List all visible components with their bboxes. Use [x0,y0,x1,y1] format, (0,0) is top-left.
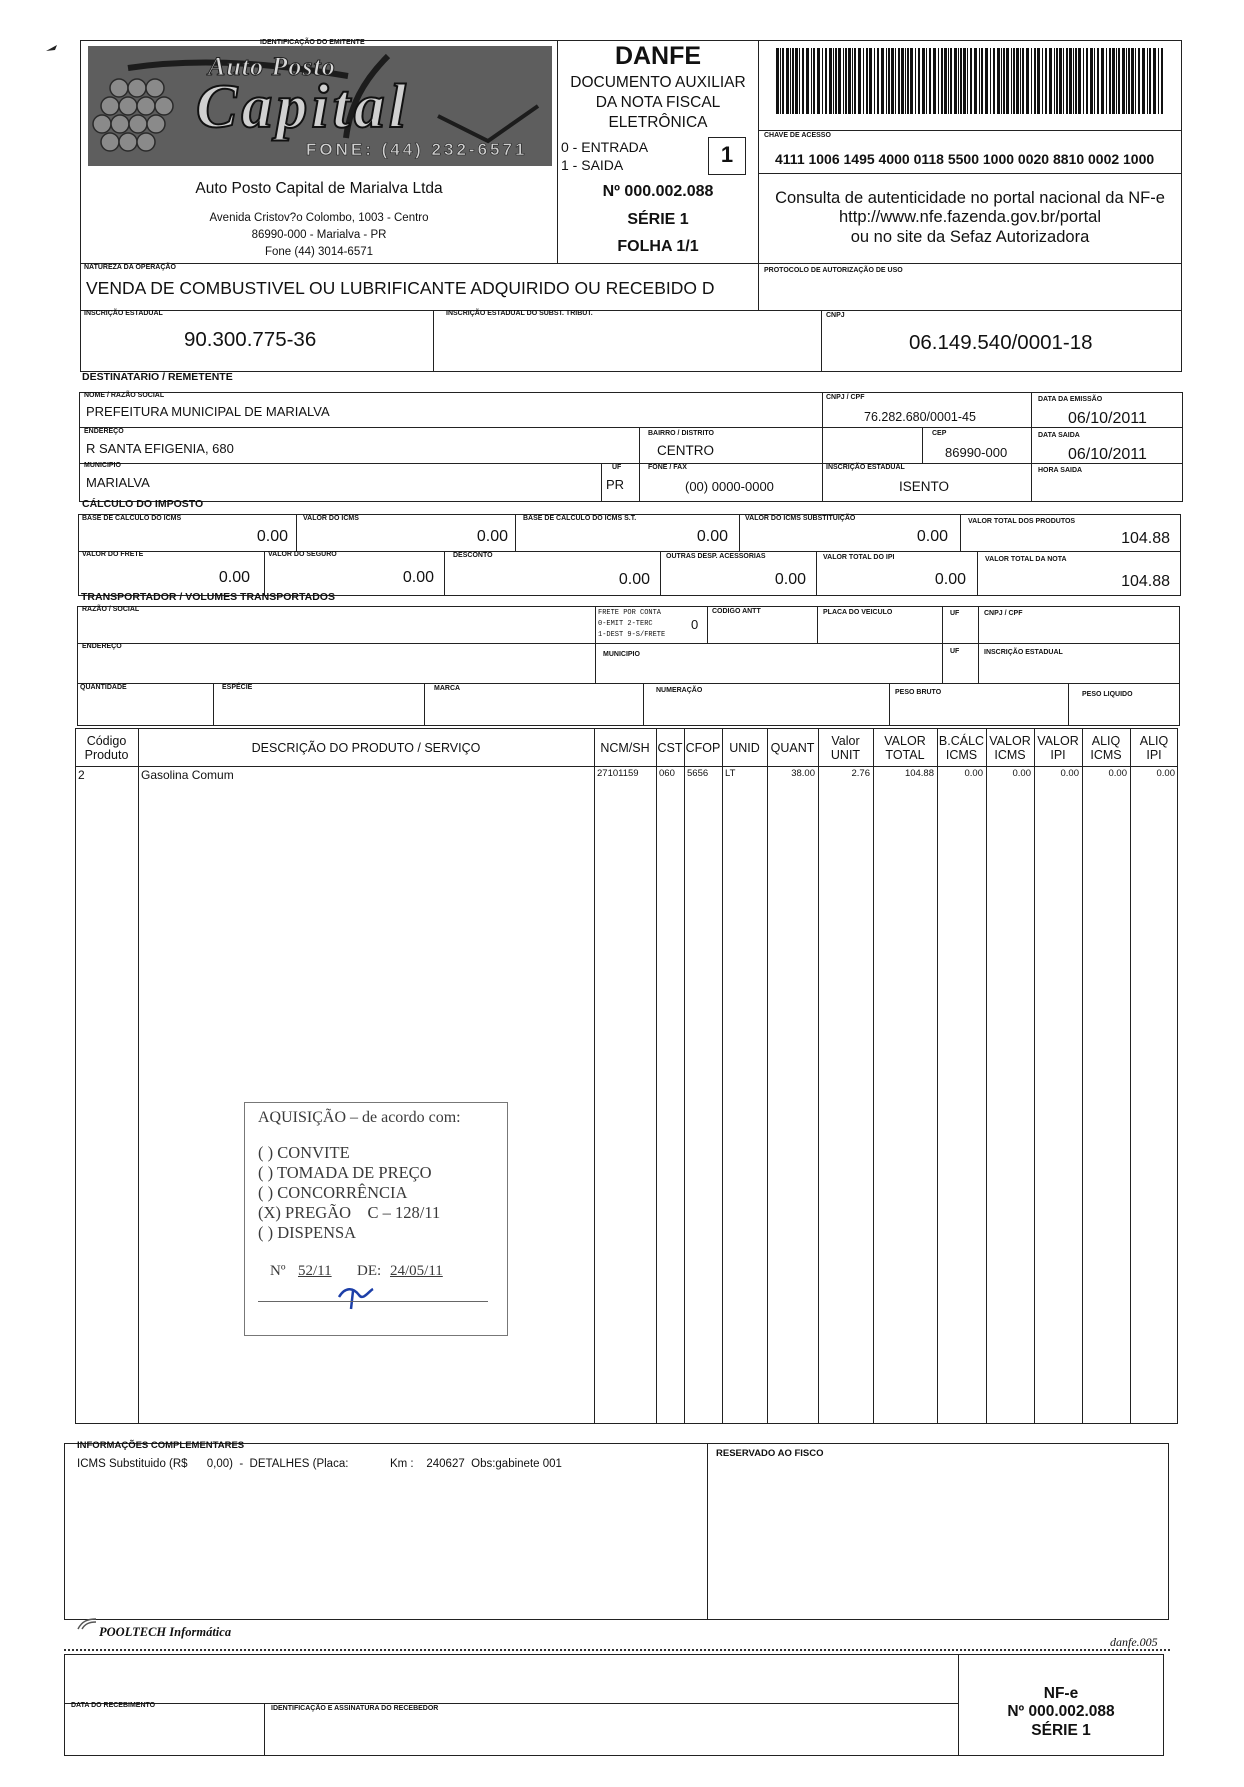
barcode-bar [881,48,884,114]
barcode-bar [1094,48,1095,114]
barcode-bar [974,48,977,114]
barcode-bar [1086,48,1088,114]
item-column-divider [684,728,685,1424]
barcode-bar [838,48,841,114]
dest-bairro-label: BAIRRO / DISTRITO [648,430,714,437]
item-cell-vtotal: 104.88 [904,768,934,779]
item-header-vicms: VALOR ICMS [989,733,1031,762]
item-header-descricao: DESCRIÇÃO DO PRODUTO / SERVIÇO [251,740,481,755]
barcode-bar [918,48,920,114]
dest-nome: PREFEITURA MUNICIPAL DE MARIALVA [86,404,330,419]
frete-value: 0 [691,617,699,632]
peso-bruto-label: PESO BRUTO [895,689,942,696]
barcode-bar [886,48,887,114]
barcode-bar [1147,48,1148,114]
barcode-bar [1131,48,1134,114]
barcode-bar [817,48,820,114]
barcode-bar [782,48,784,114]
barcode-bar [1075,48,1077,114]
barcode-bar [1116,48,1117,114]
item-column-divider [594,728,595,1424]
consulta-line-2: http://www.nfe.fazenda.gov.br/portal [838,208,1101,226]
barcode-bar [926,48,927,114]
aquisicao-stamp [244,1102,508,1336]
barcode-bar [933,48,936,114]
barcode-bar [970,48,972,114]
barcode-bar [910,48,913,114]
frete-text-3: 1-DEST 9-S/FRETE [598,631,666,639]
barcode-bar [1106,48,1107,114]
danfe-title: DANFE [614,42,702,70]
stamp-option-pregao: (X) PREGÃO C – 128/11 [258,1203,441,1222]
item-cell-cfop: 5656 [687,768,709,779]
canhoto-data-label: DATA DO RECEBIMENTO [71,1702,156,1709]
barcode-bar [1006,48,1009,114]
barcode-bar [1001,48,1002,114]
barcode-bar [822,48,823,114]
natureza-label: NATUREZA DA OPERAÇÃO [84,264,176,271]
chave-label: CHAVE DE ACESSO [764,132,831,139]
barcode-bar [929,48,931,114]
trans-cnpj-label: CNPJ / CPF [984,610,1023,617]
item-header-ncm: NCM/SH [600,740,650,755]
item-column-divider [1130,728,1131,1424]
desconto: 0.00 [618,571,650,588]
trans-ie-label: INSCRIÇÃO ESTADUAL [984,649,1063,656]
frete: 0.00 [218,569,250,586]
logo-phone: FONE: (44) 232-6571 [306,140,528,159]
base-st: 0.00 [696,528,728,545]
barcode-bar [1158,48,1159,114]
dest-municipio: MARIALVA [86,475,150,490]
ipi: 0.00 [934,571,966,588]
dest-endereco-label: ENDEREÇO [84,428,124,435]
valor-st-label: VALOR DO ICMS SUBSTITUIÇÃO [745,515,856,522]
item-cell-descricao: Gasolina Comum [141,768,234,782]
barcode-bar [907,48,909,114]
barcode-bar [1066,48,1068,114]
company-logo [88,46,552,166]
item-column-divider [722,728,723,1424]
item-column-divider [818,728,819,1424]
cnpj-value: 06.149.540/0001-18 [909,331,1093,354]
item-header-quant: QUANT [770,740,815,755]
danfe-numero: Nº 000.002.088 [602,183,714,200]
barcode-bar [1054,48,1055,114]
barcode-bar [948,48,949,114]
marca-label: MARCA [434,685,461,692]
barcode-bar [981,48,983,114]
danfe-subtitle-1: DOCUMENTO AUXILIAR [570,74,746,91]
barcode-bar [795,48,798,114]
complementares-text: ICMS Substituido (R$ 0,00) - DETALHES (Placa: Km : 240627 Obs:gabinete 001 [77,1458,562,1470]
especie-label: ESPÉCIE [222,684,253,691]
outras-label: OUTRAS DESP. ACESSORIAS [666,553,766,560]
barcode-bar [905,48,906,114]
dest-emissao: 06/10/2011 [1068,410,1147,427]
barcode-bar [941,48,943,114]
barcode-bar [863,48,864,114]
barcode-bar [877,48,879,114]
antt-label: CODIGO ANTT [712,608,761,615]
ie-value: 90.300.775-36 [184,328,317,351]
barcode-bar [806,48,809,114]
fisco-label: RESERVADO AO FISCO [716,1448,824,1459]
item-cell-unid: LT [725,768,736,779]
stamp-numero: 52/11 [298,1263,332,1279]
barcode-bar [1003,48,1005,114]
barcode-bar [1034,48,1036,114]
barcode-bar [1109,48,1111,114]
stamp-option-dispensa: ( ) DISPENSA [258,1223,357,1242]
stamp-option-convite: ( ) CONVITE [258,1143,350,1162]
dest-hora-label: HORA SAIDA [1038,467,1083,474]
barcode-bar [829,48,832,114]
item-column-divider [1082,728,1083,1424]
item-cell-ncm: 27101159 [597,768,639,779]
numeracao-label: NUMERAÇÃO [656,687,703,694]
dest-endereco: R SANTA EFIGENIA, 680 [86,441,234,456]
barcode-bar [1056,48,1058,114]
barcode-bar [835,48,837,114]
barcode-bar [915,48,916,114]
base-icms-label: BASE DE CALCULO DO ICMS [82,515,182,522]
iest-label: INSCRIÇÃO ESTADUAL DO SUBST. TRIBUT. [446,310,593,317]
canhoto-serie: SÉRIE 1 [1031,1722,1091,1739]
barcode-bar [1073,48,1074,114]
dest-saida: 06/10/2011 [1068,446,1147,463]
frete-text-1: FRETE POR CONTA [598,609,662,617]
barcode-bar [979,48,980,114]
razao-label: RAZÃO / SOCIAL [82,606,140,613]
barcode-bar [963,48,966,114]
dest-cnpj-label: CNPJ / CPF [826,394,865,401]
valor-icms: 0.00 [476,528,508,545]
item-column-divider [873,728,874,1424]
consulta-line-1: Consulta de autenticidade no portal nacional da NF-e [775,189,1165,207]
placa-label: PLACA DO VEICULO [823,609,893,616]
emitente-address: Avenida Cristov?o Colombo, 1003 - Centro [209,212,429,224]
frete-label: VALOR DO FRETE [82,551,144,558]
barcode-bar [891,48,894,114]
barcode-bar [1016,48,1019,114]
stamp-data: 24/05/11 [390,1263,443,1279]
barcode-bar [792,48,794,114]
emitente-section-label: IDENTIFICAÇÃO DO EMITENTE [260,39,365,46]
barcode-bar [854,48,856,114]
dest-bairro: CENTRO [657,443,714,458]
barcode-bar [954,48,957,114]
barcode-bar [985,48,988,114]
barcode-bar [944,48,947,114]
barcode-bar [1135,48,1136,114]
item-header-vipi: VALOR IPI [1037,733,1079,762]
barcode-bar [938,48,939,114]
footer-code: danfe.005 [1110,1635,1158,1649]
stamp-numero-prefix: Nº [270,1263,286,1279]
barcode-bar [790,48,791,114]
pooltech-logo-icon [76,1617,98,1631]
cut-line [64,1649,1170,1651]
barcode-bar [858,48,861,114]
barcode-bar [1126,48,1127,114]
canhoto-nfe: NF-e [1043,1685,1079,1702]
barcode-bar [1020,48,1021,114]
seguro-label: VALOR DO SEGURO [268,551,337,558]
dest-emissao-label: DATA DA EMISSÃO [1038,396,1103,403]
ipi-label: VALOR TOTAL DO IPI [823,554,895,561]
barcode-bar [845,48,847,114]
total-nota-label: VALOR TOTAL DA NOTA [985,556,1067,563]
barcode-bar [898,48,900,114]
barcode-bar [1090,48,1093,114]
barcode-bar [990,48,991,114]
dest-uf: PR [606,477,625,492]
barcode-bar [848,48,851,114]
dest-uf-label: UF [612,464,622,471]
desconto-label: DESCONTO [453,552,493,559]
barcode-bar [1083,48,1084,114]
danfe-entrada: 0 - ENTRADA [561,139,649,155]
footer-brand: POOLTECH Informática [99,1625,232,1639]
barcode-bar [874,48,875,114]
barcode-bar [1031,48,1032,114]
barcode-bar [1022,48,1024,114]
dest-fone: (00) 0000-0000 [685,479,774,494]
barcode-bar [1049,48,1052,114]
barcode-bar [1078,48,1081,114]
item-header-vtotal: VALOR TOTAL [884,733,926,762]
item-header-cst: CST [657,740,683,755]
outras: 0.00 [774,571,806,588]
barcode-bar [825,48,827,114]
scan-mark-icon [45,43,59,53]
barcode-bar [1026,48,1029,114]
consulta-line-3: ou no site da Sefaz Autorizadora [850,228,1090,246]
barcode-bar [1069,48,1072,114]
barcode-bar [922,48,925,114]
barcode-bar [960,48,962,114]
emitente-phone: Fone (44) 3014-6571 [264,246,374,258]
qtd-label: QUANTIDADE [80,684,127,691]
item-column-divider [986,728,987,1424]
itens-box [75,728,1178,1424]
item-cell-vipi: 0.00 [1060,768,1079,779]
item-column-divider [656,728,657,1424]
cnpj-label: CNPJ [826,312,845,319]
barcode-bar [1042,48,1043,114]
barcode-bar [802,48,804,114]
barcode-bar [901,48,904,114]
canhoto-assinatura-label: IDENTIFICAÇÃO E ASSINATURA DO RECEBEDOR [271,1705,439,1712]
imposto-section-label: CÁLCULO DO IMPOSTO [82,498,204,510]
item-column-divider [138,728,139,1424]
barcode-bar [1138,48,1140,114]
destinatario-section-label: DESTINATARIO / REMETENTE [82,371,233,383]
barcode-bar [866,48,868,114]
danfe-saida: 1 - SAIDA [561,157,624,173]
item-cell-cst: 060 [659,768,675,779]
trans-uf2-label: UF [950,648,960,655]
item-cell-aipi: 0.00 [1156,768,1175,779]
barcode-bar [1037,48,1040,114]
barcode-bar [888,48,890,114]
item-cell-aicms: 0.00 [1108,768,1127,779]
trans-endereco-label: ENDEREÇO [82,643,122,650]
item-header-bcicms: B.CÁLC ICMS [938,733,985,762]
barcode-bar [1122,48,1125,114]
emitente-name: Auto Posto Capital de Marialva Ltda [195,180,443,197]
protocolo-label: PROTOCOLO DE AUTORIZAÇÃO DE USO [764,267,903,274]
base-st-label: BASE DE CALCULO DO ICMS S.T. [523,515,637,522]
dest-fone-label: FONE / FAX [648,464,687,471]
item-cell-vicms: 0.00 [1012,768,1031,779]
dest-cnpj: 76.282.680/0001-45 [864,410,976,424]
item-column-divider [767,728,768,1424]
emitente-city: 86990-000 - Marialva - PR [251,229,387,241]
stamp-data-prefix: DE: [357,1263,382,1279]
barcode-bar [1118,48,1120,114]
trans-uf-label: UF [950,610,960,617]
barcode-bar [1097,48,1099,114]
item-header-aipi: ALIQ IPI [1139,733,1169,762]
stamp-title: AQUISIÇÃO – de acordo com: [258,1109,461,1126]
barcode-bar [1128,48,1130,114]
barcode-bar [1063,48,1064,114]
item-header-cfop: CFOP [685,740,721,755]
item-header-vunit: Valor UNIT [830,733,861,762]
item-cell-codigo: 2 [78,768,85,782]
barcode-bar [1101,48,1104,114]
danfe-folha: FOLHA 1/1 [617,238,699,255]
barcode-bar [1142,48,1145,114]
barcode-bar [1059,48,1062,114]
dest-ie-label: INSCRIÇÃO ESTADUAL [826,464,905,471]
chave-value: 4111 1006 1495 4000 0118 5500 1000 0020 8810 0002 1000 [775,151,1155,167]
base-icms: 0.00 [256,528,288,545]
dest-nome-label: NOME / RAZÃO SOCIAL [84,392,165,399]
barcode-bar [958,48,959,114]
total-produtos-label: VALOR TOTAL DOS PRODUTOS [968,518,1076,525]
barcode-bar [869,48,872,114]
barcode-bar [786,48,789,114]
barcode-bar [811,48,812,114]
peso-liquido-label: PESO LIQUIDO [1082,691,1133,698]
barcode-bar [895,48,896,114]
total-produtos: 104.88 [1121,530,1170,547]
barcode-bar [950,48,952,114]
barcode-bar [997,48,1000,114]
barcode-bar [1011,48,1012,114]
stamp-option-concorrencia: ( ) CONCORRÊNCIA [258,1183,408,1202]
barcode-icon [770,48,1170,122]
item-header-unid: UNID [729,740,760,755]
valor-icms-label: VALOR DO ICMS [303,515,359,522]
logo-brand-top: Auto Posto [208,52,336,81]
dest-cep-label: CEP [932,430,947,437]
barcode-bar [1149,48,1151,114]
complementares-label: INFORMAÇÕES COMPLEMENTARES [77,1440,245,1451]
item-header-codigo: Código Produto [84,733,129,762]
dest-saida-label: DATA SAIDA [1038,432,1080,439]
barcode-bar [993,48,995,114]
barcode-bar [1013,48,1015,114]
logo-brand-main: Capital [196,73,411,141]
barcode-bar [1153,48,1156,114]
item-column-divider [937,728,938,1424]
barcode-bar [776,48,779,114]
signature-icon [335,1281,375,1311]
canhoto-numero: Nº 000.002.088 [1007,1703,1115,1720]
barcode-bar [813,48,815,114]
danfe-subtitle-2: DA NOTA FISCAL [595,94,721,111]
transportador-section-label: TRANSPORTADOR / VOLUMES TRANSPORTADOS [81,591,335,603]
danfe-serie: SÉRIE 1 [627,211,689,228]
natureza-value: VENDA DE COMBUSTIVEL OU LUBRIFICANTE ADQUIRIDO OU RECEBIDO D [86,278,715,298]
barcode-bar [1112,48,1115,114]
barcode-bar [843,48,844,114]
item-cell-vunit: 2.76 [851,768,870,779]
barcode-bar [1045,48,1047,114]
dest-ie: ISENTO [899,479,950,494]
seguro: 0.00 [402,569,434,586]
item-cell-bcicms: 0.00 [964,768,983,779]
barcode-bar [799,48,800,114]
trans-municipio-label: MUNICIPIO [603,651,640,658]
item-cell-quant: 38.00 [791,768,815,779]
barcode-bar [833,48,834,114]
barcode-bar [780,48,781,114]
valor-st: 0.00 [916,528,948,545]
frete-text-2: 0-EMIT 2-TERC [598,620,653,628]
stamp-option-tomada: ( ) TOMADA DE PREÇO [258,1163,432,1182]
danfe-tipo-box: 1 [708,137,746,175]
dest-cep: 86990-000 [945,445,1008,460]
barcode-bar [967,48,968,114]
danfe-subtitle-3: ELETRÔNICA [608,114,708,131]
item-column-divider [1034,728,1035,1424]
barcode-bar [852,48,853,114]
ie-label: INSCRIÇÃO ESTADUAL [84,310,163,317]
item-header-aicms: ALIQ ICMS [1090,733,1122,762]
barcode-bar [1161,48,1163,114]
dest-municipio-label: MUNICIPIO [84,462,121,469]
total-nota: 104.88 [1121,573,1170,590]
